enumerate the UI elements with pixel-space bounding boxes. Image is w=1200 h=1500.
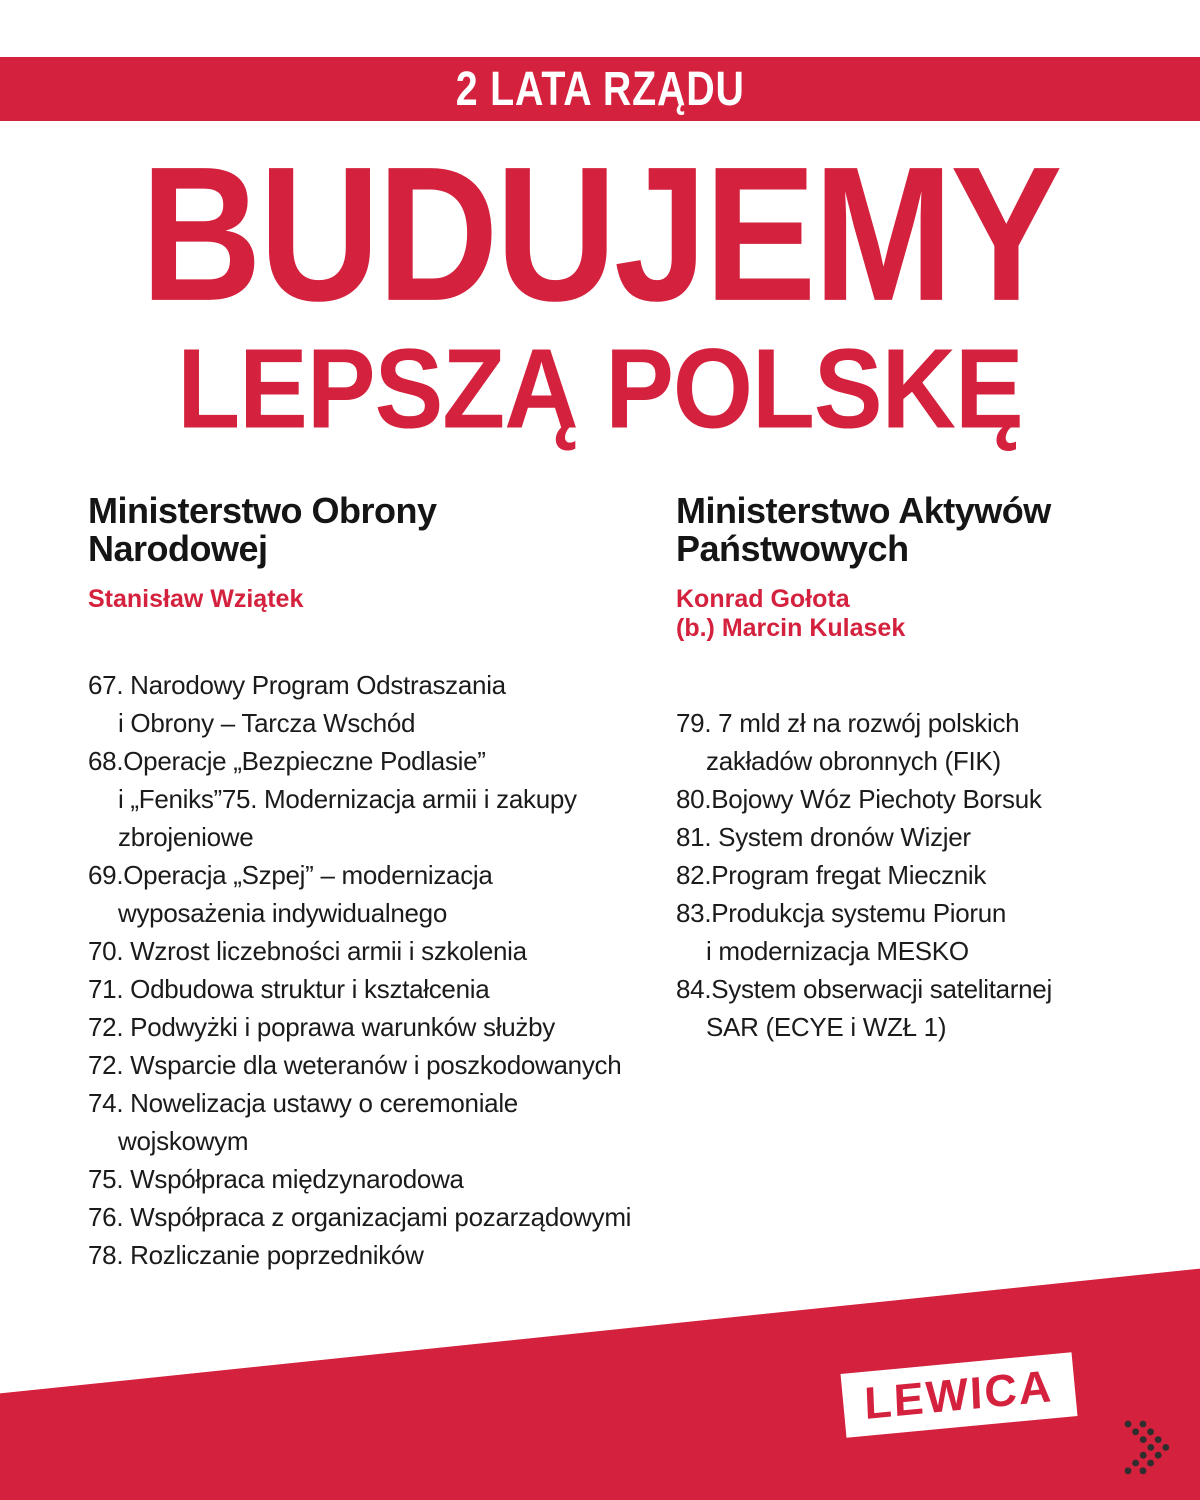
list-item: 74. Nowelizacja ustawy o ceremoniale <box>88 1088 518 1118</box>
list-item: 81. System dronów Wizjer <box>676 822 971 852</box>
minister-name: (b.) Marcin Kulasek <box>676 614 906 642</box>
list-item: 67. Narodowy Program Odstraszania <box>88 670 506 700</box>
page-title-line2 <box>0 325 1200 452</box>
list-item: 84.System obserwacji satelitarnej <box>676 974 1052 1004</box>
list-item: wojskowym <box>118 1126 249 1156</box>
list-item: 70. Wzrost liczebności armii i szkolenia <box>88 936 527 966</box>
list-item: 68.Operacje „Bezpieczne Podlasie” <box>88 746 486 776</box>
column-ministry-defense <box>88 490 632 1274</box>
list-item: 82.Program fregat Miecznik <box>676 860 987 890</box>
page-title-line2-text: LEPSZĄ POLSKĘ <box>177 325 1023 452</box>
list-item: 75. Współpraca międzynarodowa <box>88 1164 464 1194</box>
list-item: SAR (ECYE i WZŁ 1) <box>706 1012 947 1042</box>
ministry-title-state-assets: Ministerstwo Aktywów Państwowych <box>676 490 1051 569</box>
list-item: i Obrony – Tarcza Wschód <box>118 708 416 738</box>
list-item: 76. Współpraca z organizacjami pozarządowymi <box>88 1202 632 1232</box>
list-item: 80.Bojowy Wóz Piechoty Borsuk <box>676 784 1042 814</box>
page-title <box>0 126 1200 452</box>
lewica-logo-text: LEWICA <box>863 1360 1055 1429</box>
list-item: zbrojeniowe <box>118 822 254 852</box>
ministers-defense <box>88 585 593 614</box>
minister-name: Stanisław Wziątek <box>88 585 304 613</box>
item-list-defense <box>88 666 632 1274</box>
list-item: 72. Podwyżki i poprawa warunków służby <box>88 1012 555 1042</box>
list-item: 78. Rozliczanie poprzedników <box>88 1240 424 1270</box>
list-item: 83.Produkcja systemu Piorun <box>676 898 1007 928</box>
column-ministry-state-assets <box>676 492 1126 1046</box>
list-item: 72. Wsparcie dla weteranów i poszkodowanych <box>88 1050 622 1080</box>
ministers-state-assets <box>676 585 1126 643</box>
ministry-title-defense: Ministerstwo Obrony Narodowej <box>88 490 437 569</box>
item-list-state-assets <box>676 704 1126 1046</box>
list-item: 71. Odbudowa struktur i kształcenia <box>88 974 490 1004</box>
banner-label: 2 LATA RZĄDU <box>455 62 745 116</box>
list-item: 69.Operacja „Szpej” – modernizacja <box>88 860 493 890</box>
minister-name: Konrad Gołota <box>676 585 850 613</box>
page-title-line1: BUDUJEMY <box>140 126 1060 341</box>
dotted-chevron-icon <box>1124 1419 1172 1475</box>
list-item: i modernizacja MESKO <box>706 936 969 966</box>
list-item: 79. 7 mld zł na rozwój polskich <box>676 708 1020 738</box>
list-item: wyposażenia indywidualnego <box>118 898 447 928</box>
list-item: zakładów obronnych (FIK) <box>706 746 1001 776</box>
top-banner <box>0 57 1200 121</box>
list-item: i „Feniks”75. Modernizacja armii i zakupy <box>118 784 577 814</box>
